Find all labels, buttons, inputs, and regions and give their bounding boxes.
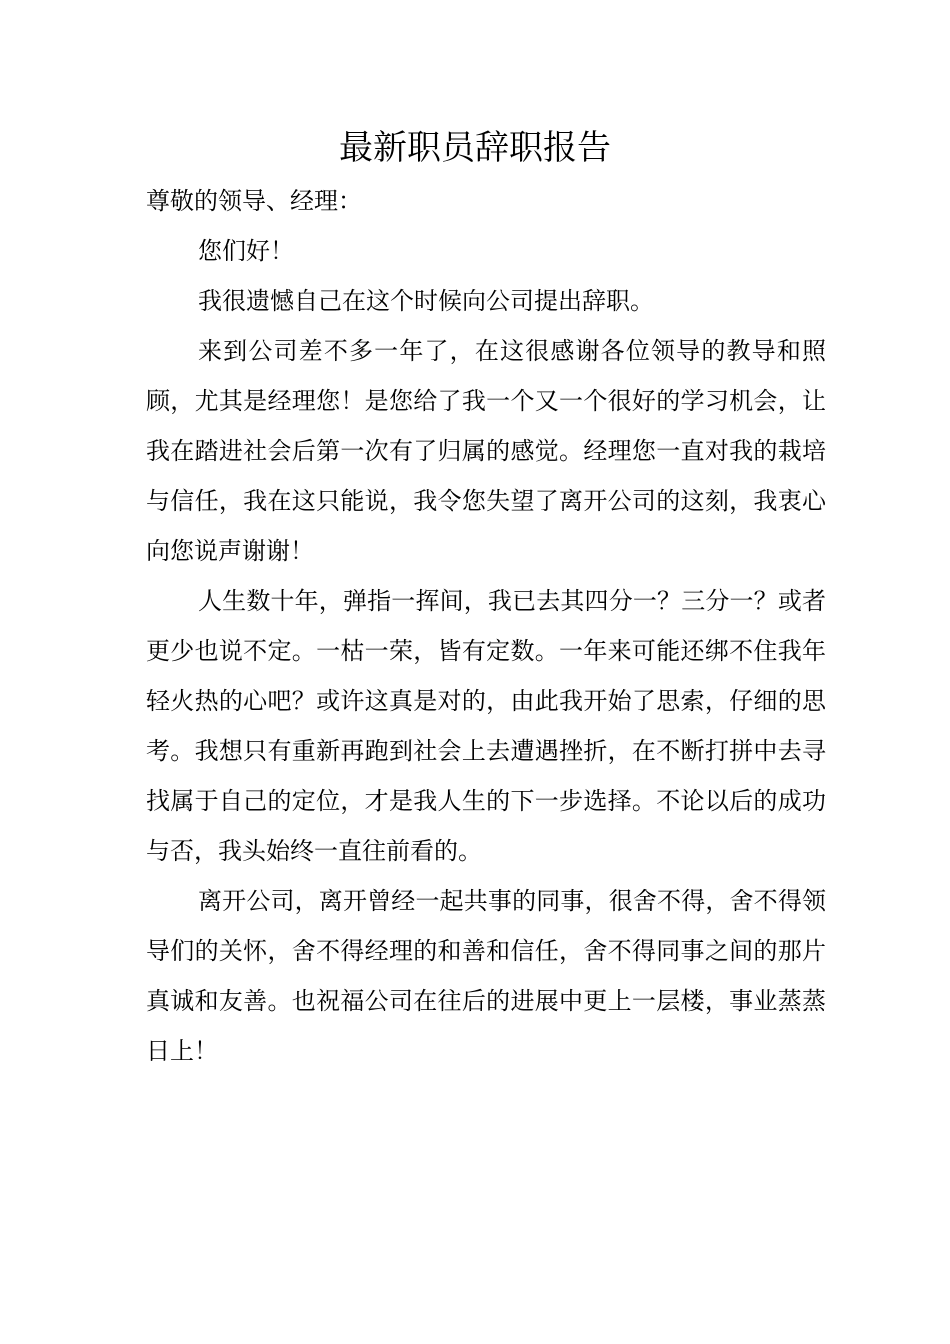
document-title: 最新职员辞职报告 [339,128,611,168]
paragraph-farewell: 离开公司，离开曾经一起共事的同事，很舍不得，舍不得领导们的关怀，舍不得经理的和善和信任，舍不得同事之间的那片真诚和友善。也祝福公司在往后的进展中更上一层楼，事业蒸蒸日上！ [146,887,826,1065]
paragraph-greeting: 您们好！ [198,237,294,265]
paragraph-reflection: 人生数十年，弹指一挥间，我已去其四分一？三分一？或者更少也说不定。一枯一荣，皆有定数。一年来可能还绑不住我年轻火热的心吧？或许这真是对的，由此我开始了思索，仔细的思考。我想只有重新再跑到社会上去遭遇挫折，在不断打拼中去寻找属于自己的定位，才是我人生的下一步选择。不论以后的成功与否，我头始终一直往前看的。 [146,587,826,865]
paragraph-gratitude: 来到公司差不多一年了，在这很感谢各位领导的教导和照顾，尤其是经理您！是您给了我一个又一个很好的学习机会，让我在踏进社会后第一次有了归属的感觉。经理您一直对我的栽培与信任，我在这只能说，我令您失望了离开公司的这刻，我衷心向您说声谢谢！ [146,337,826,565]
document-body [146,176,826,1076]
paragraph-resignation-notice: 我很遗憾自己在这个时候向公司提出辞职。 [198,287,654,315]
salutation: 尊敬的领导、经理： [146,187,362,215]
